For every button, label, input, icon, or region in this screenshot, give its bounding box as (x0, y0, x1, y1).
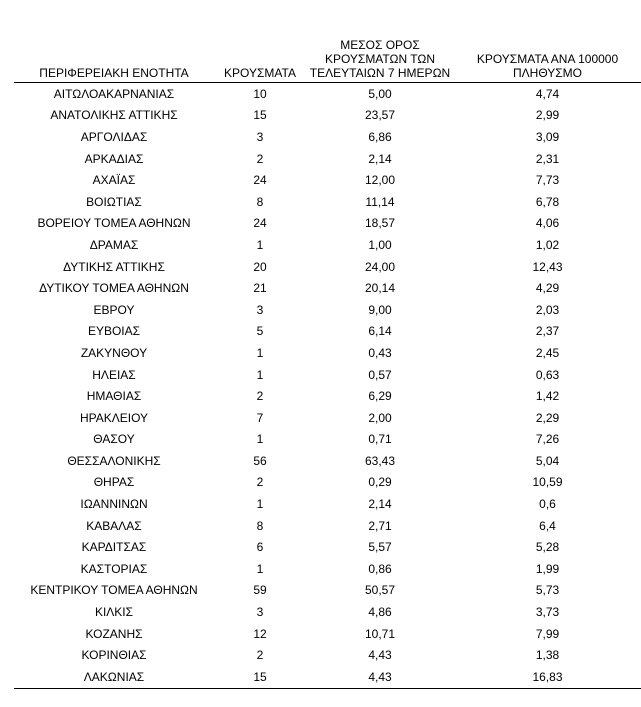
per-100k-cell: 4,74 (535, 86, 560, 101)
avg-7-days-cell: 4,43 (306, 666, 454, 688)
per-100k-cell: 2,45 (535, 345, 560, 360)
table-row (14, 515, 641, 537)
avg-7-days-cell: 6,86 (368, 129, 392, 144)
cases-cell: 21 (253, 281, 267, 296)
per-100k-cell: 2,31 (535, 151, 560, 166)
region-cell: ΔΥΤΙΚΟΥ ΤΟΜΕΑ ΑΘΗΝΩΝ (39, 281, 189, 296)
region-cell: ΘΑΣΟΥ (93, 432, 135, 447)
avg-7-days-cell: 23,57 (364, 108, 396, 123)
cases-cell: 2 (256, 475, 264, 490)
region-cell: ΚΑΣΤΟΡΙΑΣ (80, 561, 148, 576)
header-cases-per-100k: ΚΡΟΥΣΜΑΤΑ ΑΝΑ 100000 ΠΛΗΘΥΣΜΟ (454, 38, 641, 83)
per-100k-cell: 3,73 (535, 605, 560, 620)
region-cell: ΗΡΑΚΛΕΙΟΥ (79, 410, 149, 425)
cases-cell: 3 (256, 302, 264, 317)
header-cases: ΚΡΟΥΣΜΑΤΑ (214, 38, 306, 83)
per-100k-cell: 5,04 (535, 453, 560, 468)
per-100k-cell: 10,59 (532, 475, 563, 490)
region-cell: ΔΥΤΙΚΗΣ ΑΤΤΙΚΗΣ (63, 259, 165, 274)
cases-table-sheet (14, 38, 641, 689)
per-100k-cell: 4,29 (535, 281, 560, 296)
per-100k-cell: 1,42 (535, 389, 560, 404)
cases-cell: 2 (256, 648, 264, 663)
cases-cell: 24 (253, 173, 267, 188)
header-region: ΠΕΡΙΦΕΡΕΙΑΚΗ ΕΝΟΤΗΤΑ (14, 38, 214, 83)
cases-cell: 7 (256, 410, 264, 425)
region-cell: ΚΑΒΑΛΑΣ (86, 518, 142, 533)
cases-cell: 12 (253, 626, 267, 641)
region-cell: ΛΑΚΩΝΙΑΣ (14, 666, 214, 688)
cases-cell: 6 (256, 540, 264, 555)
avg-7-days-cell: 11,14 (365, 194, 395, 209)
table-row (14, 277, 641, 299)
cases-cell: 1 (256, 497, 264, 512)
region-cell: ΚΕΝΤΡΙΚΟΥ ΤΟΜΕΑ ΑΘΗΝΩΝ (30, 583, 198, 598)
table-row (14, 342, 641, 364)
avg-7-days-cell: 0,86 (368, 561, 392, 576)
region-cell: ΑΡΚΑΔΙΑΣ (84, 151, 144, 166)
table-row (14, 407, 641, 429)
region-cell: ΔΡΑΜΑΣ (89, 237, 139, 252)
avg-7-days-cell: 0,43 (368, 345, 392, 360)
table-row (14, 666, 641, 688)
table-row (14, 83, 641, 105)
avg-7-days-cell: 0,57 (368, 367, 392, 382)
table-row (14, 601, 641, 623)
per-100k-cell: 12,43 (532, 259, 563, 274)
region-cell: ΕΥΒΟΙΑΣ (87, 324, 141, 339)
per-100k-cell: 2,37 (535, 324, 560, 339)
table-row (14, 493, 641, 515)
per-100k-cell: 7,73 (535, 173, 560, 188)
avg-7-days-cell: 6,29 (368, 389, 392, 404)
per-100k-cell: 2,99 (535, 108, 560, 123)
region-cell: ΗΜΑΘΙΑΣ (86, 389, 142, 404)
region-cell: ΚΙΛΚΙΣ (94, 605, 134, 620)
per-100k-cell: 0,6 (539, 497, 556, 512)
avg-7-days-cell: 6,14 (368, 324, 392, 339)
avg-7-days-cell: 12,00 (364, 173, 396, 188)
per-100k-cell: 0,63 (535, 367, 560, 382)
cases-cell: 3 (256, 605, 264, 620)
per-100k-cell: 2,29 (535, 410, 560, 425)
avg-7-days-cell: 9,00 (368, 302, 392, 317)
table-row (14, 105, 641, 127)
avg-7-days-cell: 2,71 (368, 518, 392, 533)
per-100k-cell: 16,83 (454, 666, 641, 688)
cases-cell: 8 (256, 194, 264, 209)
per-100k-cell: 1,38 (535, 648, 560, 663)
region-cell: ΚΟΡΙΝΘΙΑΣ (81, 648, 147, 663)
avg-7-days-cell: 5,00 (368, 86, 392, 101)
cases-cell: 56 (253, 453, 267, 468)
avg-7-days-cell: 20,14 (364, 281, 396, 296)
region-cell: ΘΗΡΑΣ (93, 475, 135, 490)
per-100k-cell: 5,28 (535, 540, 560, 555)
avg-7-days-cell: 24,00 (364, 259, 396, 274)
region-cell: ΕΒΡΟΥ (93, 302, 135, 317)
per-100k-cell: 1,99 (535, 561, 560, 576)
table-row (14, 580, 641, 602)
table-row (14, 385, 641, 407)
cases-cell: 2 (256, 151, 264, 166)
table-row (14, 364, 641, 386)
cases-cell: 8 (256, 518, 264, 533)
per-100k-cell: 4,06 (535, 216, 560, 231)
per-100k-cell: 7,99 (535, 626, 560, 641)
region-cell: ΒΟΡΕΙΟΥ ΤΟΜΕΑ ΑΘΗΝΩΝ (37, 216, 191, 231)
cases-cell: 1 (256, 367, 264, 382)
per-100k-cell: 2,03 (535, 302, 560, 317)
region-cell: ΙΩΑΝΝΙΝΩΝ (80, 497, 148, 512)
avg-7-days-cell: 0,29 (368, 475, 392, 490)
per-100k-cell: 3,09 (535, 129, 560, 144)
per-100k-cell: 5,73 (535, 583, 560, 598)
avg-7-days-cell: 50,57 (364, 583, 396, 598)
region-cell: ΑΙΤΩΛΟΑΚΑΡΝΑΝΙΑΣ (53, 86, 175, 101)
region-cell: ΑΧΑΪΑΣ (92, 173, 136, 188)
table-row (14, 191, 641, 213)
table-body (14, 83, 641, 689)
cases-cell: 3 (256, 129, 264, 144)
avg-7-days-cell: 4,43 (368, 648, 392, 663)
cases-cell: 15 (253, 108, 267, 123)
table-row (14, 148, 641, 170)
region-cell: ΘΕΣΣΑΛΟΝΙΚΗΣ (67, 453, 161, 468)
per-100k-cell: 6,4 (539, 518, 556, 533)
cases-table (14, 38, 641, 689)
cases-cell: 24 (253, 216, 267, 231)
avg-7-days-cell: 1,00 (368, 237, 392, 252)
avg-7-days-cell: 10,71 (364, 626, 396, 641)
per-100k-cell: 6,78 (535, 194, 560, 209)
region-cell: ΒΟΙΩΤΙΑΣ (86, 194, 142, 209)
table-header-row (14, 38, 641, 83)
table-row (14, 234, 641, 256)
region-cell: ΑΡΓΟΛΙΔΑΣ (80, 129, 148, 144)
cases-cell: 2 (256, 389, 264, 404)
cases-cell: 59 (253, 583, 267, 598)
table-row (14, 558, 641, 580)
region-cell: ΚΟΖΑΝΗΣ (85, 626, 143, 641)
table-row (14, 472, 641, 494)
avg-7-days-cell: 2,00 (368, 410, 392, 425)
per-100k-cell: 1,02 (535, 237, 560, 252)
table-row (14, 450, 641, 472)
cases-cell: 1 (256, 237, 264, 252)
table-row (14, 299, 641, 321)
avg-7-days-cell: 2,14 (368, 151, 392, 166)
region-cell: ΚΑΡΔΙΤΣΑΣ (81, 540, 147, 555)
table-row (14, 536, 641, 558)
cases-cell: 1 (256, 345, 264, 360)
table-row (14, 644, 641, 666)
table-row (14, 213, 641, 235)
avg-7-days-cell: 4,86 (368, 605, 392, 620)
region-cell: ΑΝΑΤΟΛΙΚΗΣ ΑΤΤΙΚΗΣ (50, 108, 178, 123)
table-row (14, 126, 641, 148)
table-row (14, 256, 641, 278)
cases-cell: 1 (256, 561, 264, 576)
region-cell: ΗΛΕΙΑΣ (92, 367, 136, 382)
avg-7-days-cell: 0,71 (368, 432, 392, 447)
per-100k-cell: 7,26 (535, 432, 560, 447)
table-row (14, 169, 641, 191)
cases-cell: 10 (253, 86, 267, 101)
table-row (14, 429, 641, 451)
cases-cell: 1 (256, 432, 264, 447)
cases-cell: 15 (214, 666, 306, 688)
avg-7-days-cell: 63,43 (364, 453, 396, 468)
cases-cell: 20 (253, 259, 267, 274)
table-row (14, 623, 641, 645)
header-avg-7-days: ΜΕΣΟΣ ΟΡΟΣ ΚΡΟΥΣΜΑΤΩΝ ΤΩΝ ΤΕΛΕΥΤΑΙΩΝ 7 ΗΜΕΡΩΝ (306, 38, 454, 83)
avg-7-days-cell: 5,57 (368, 540, 392, 555)
cases-cell: 5 (256, 324, 264, 339)
region-cell: ΖΑΚΥΝΘΟΥ (80, 345, 148, 360)
avg-7-days-cell: 18,57 (364, 216, 396, 231)
avg-7-days-cell: 2,14 (368, 497, 392, 512)
table-row (14, 321, 641, 343)
